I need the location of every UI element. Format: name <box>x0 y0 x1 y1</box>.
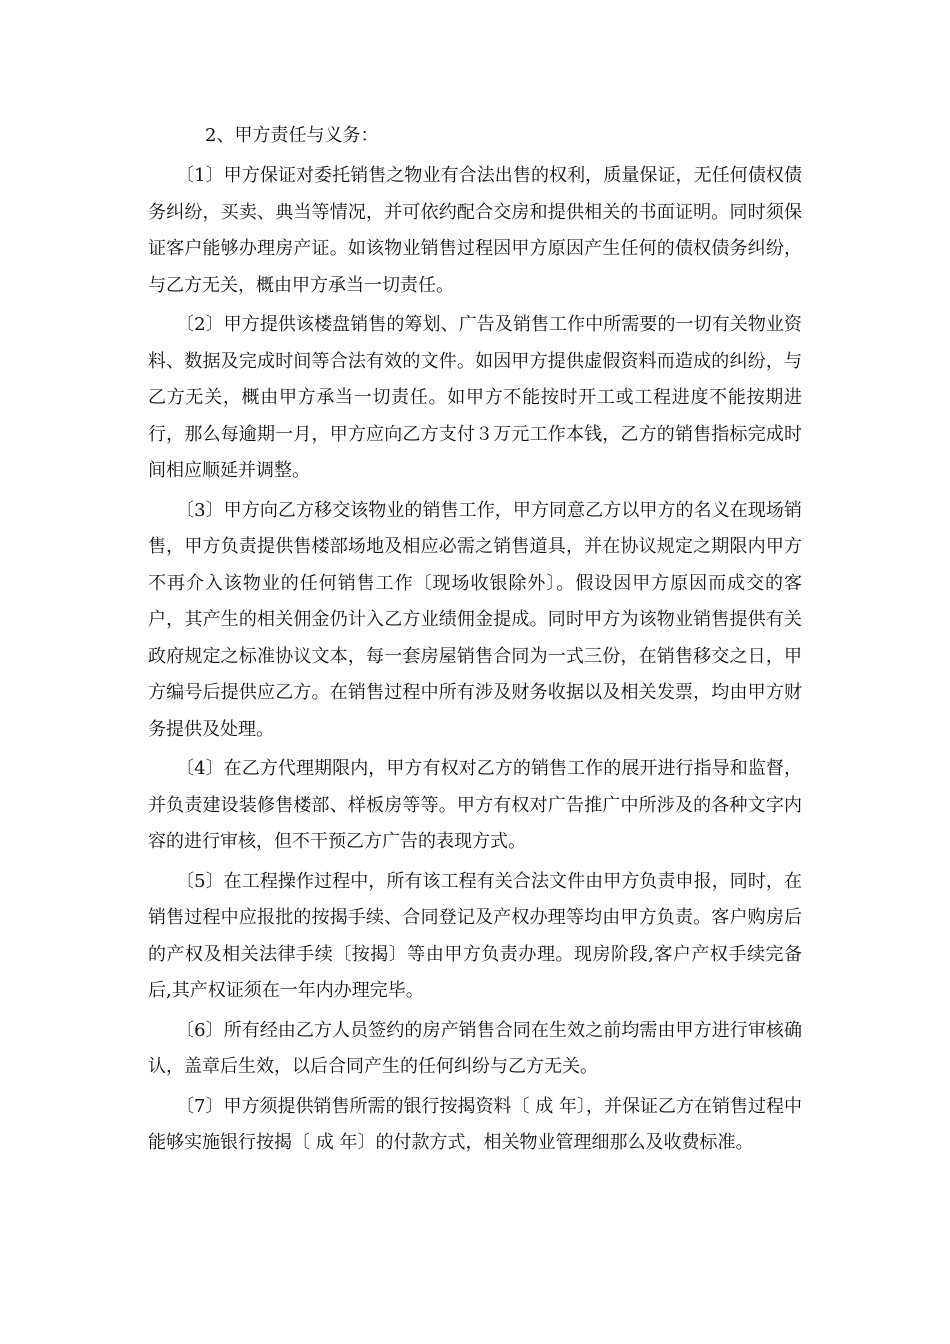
clause-4: 〔4〕在乙方代理期限内，甲方有权对乙方的销售工作的展开进行指导和监督，并负责建设装修售楼部、样板房等等。甲方有权对广告推广中所涉及的各种文字内容的进行审核，但不干预乙方广告的表现方式。 <box>148 758 802 852</box>
clause-2: 〔2〕甲方提供该楼盘销售的筹划、广告及销售工作中所需要的一切有关物业资料、数据及完成时间等合法有效的文件。如因甲方提供虚假资料而造成的纠纷，与乙方无关，概由甲方承当一切责任。如甲方不能按时开工或工程进度不能按期进行，那么每逾期一月，甲方应向乙方支付３万元工作本钱，乙方的销售指标完成时间相应顺延并调整。 <box>148 314 802 481</box>
section-heading: 2、甲方责任与义务： <box>205 125 379 146</box>
clause-6: 〔6〕所有经由乙方人员签约的房产销售合同在生效之前均需由甲方进行审核确认，盖章后生效，以后合同产生的任何纠纷与乙方无关。 <box>148 1019 802 1077</box>
clause-1: 〔1〕甲方保证对委托销售之物业有合法出售的权利，质量保证，无任何债权债务纠纷，买卖、典当等情况，并可依约配合交房和提供相关的书面证明。同时须保证客户能够办理房产证。如该物业销售过程因甲方原因产生任何的债权债务纠纷，与乙方无关，概由甲方承当一切责任。 <box>148 165 802 296</box>
clause-3: 〔3〕甲方向乙方移交该物业的销售工作，甲方同意乙方以甲方的名义在现场销售，甲方负责提供售楼部场地及相应必需之销售道具，并在协议规定之期限内甲方不再介入该物业的任何销售工作〔现场收银除外〕。假设因甲方原因而成交的客户，其产生的相关佣金仍计入乙方业绩佣金提成。同时甲方为该物业销售提供有关政府规定之标准协议文本，每一套房屋销售合同为一式三份，在销售移交之日，甲方编号后提供应乙方。在销售过程中所有涉及财务收据以及相关发票，均由甲方财务提供及处理。 <box>148 499 802 740</box>
document-page <box>148 118 802 1165</box>
clause-7: 〔7〕甲方须提供销售所需的银行按揭资料〔 成 年〕，并保证乙方在销售过程中能够实施银行按揭〔 成 年〕的付款方式，相关物业管理细那么及收费标准。 <box>148 1095 802 1153</box>
clause-5: 〔5〕在工程操作过程中，所有该工程有关合法文件由甲方负责申报，同时，在销售过程中应报批的按揭手续、合同登记及产权办理等均由甲方负责。客户购房后的产权及相关法律手续〔按揭〕等由甲方负责办理。现房阶段,客户产权手续完备后,其产权证须在一年内办理完毕。 <box>148 870 802 1001</box>
